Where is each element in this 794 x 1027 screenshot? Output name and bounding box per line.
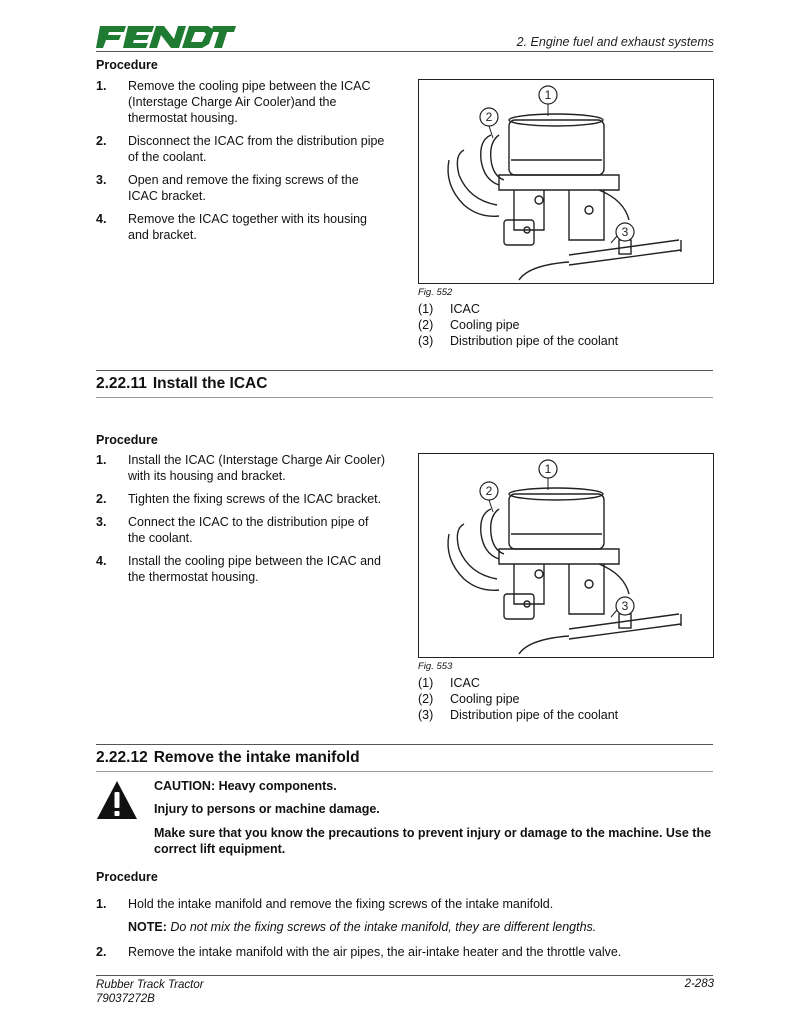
callout-3: 3 xyxy=(621,599,629,613)
callout-2: 2 xyxy=(485,484,493,498)
legend-text: ICAC xyxy=(450,302,480,316)
step-number: 2. xyxy=(96,134,107,148)
footer-title: Rubber Track Tractor xyxy=(96,979,204,991)
step-number: 4. xyxy=(96,554,107,568)
legend-key: (2) xyxy=(418,318,434,332)
step-text: Open and remove the fixing screws of the ICAC bracket. xyxy=(128,173,359,203)
legend-text: Distribution pipe of the coolant xyxy=(450,708,619,722)
figure-553 xyxy=(418,453,714,658)
list-item xyxy=(96,514,386,546)
caution-hazard: Injury to persons or machine damage. xyxy=(154,802,380,816)
legend-key: (2) xyxy=(418,692,434,706)
step-text: Tighten the fixing screws of the ICAC bracket. xyxy=(128,492,382,506)
list-item xyxy=(96,211,386,243)
section-number: 2.22.12 xyxy=(96,749,148,766)
legend-text: Distribution pipe of the coolant xyxy=(450,334,619,348)
note-text: Do not mix the fixing screws of the intake manifold, they are different lengths. xyxy=(170,920,597,934)
step-number: 1. xyxy=(96,897,107,911)
footer-doc-number: 79037272B xyxy=(96,993,155,1005)
remove-icac-steps xyxy=(96,78,386,250)
procedure-heading: Procedure xyxy=(96,58,158,72)
legend-row xyxy=(418,707,618,723)
legend-key: (3) xyxy=(418,334,434,348)
legend-text: Cooling pipe xyxy=(450,692,520,706)
list-item xyxy=(96,172,386,204)
list-item xyxy=(96,491,386,507)
callout-1: 1 xyxy=(544,88,552,102)
section-title-remove-manifold xyxy=(96,749,360,767)
step-number: 2. xyxy=(96,492,107,506)
figure-legend xyxy=(418,301,618,349)
legend-row xyxy=(418,301,618,317)
section-title-install-icac xyxy=(96,375,267,393)
callout-3: 3 xyxy=(621,225,629,239)
legend-key: (1) xyxy=(418,676,434,690)
legend-text: ICAC xyxy=(450,676,480,690)
procedure-heading: Procedure xyxy=(96,870,158,884)
section-rule-bottom xyxy=(96,397,713,398)
step-text: Remove the intake manifold with the air pipes, the air-intake heater and the throttle valve. xyxy=(128,945,622,959)
section-rule xyxy=(96,370,713,371)
step-text: Install the cooling pipe between the ICAC and the thermostat housing. xyxy=(128,554,381,584)
callout-2: 2 xyxy=(485,110,493,124)
warning-triangle-icon xyxy=(96,780,138,820)
step-number: 3. xyxy=(96,173,107,187)
step-number: 1. xyxy=(96,79,107,93)
icac-illustration xyxy=(419,454,713,657)
step-text: Remove the ICAC together with its housing and bracket. xyxy=(128,212,368,242)
section-number: 2.22.11 xyxy=(96,375,147,392)
step-number: 1. xyxy=(96,453,107,467)
caution-instruction: Make sure that you know the precautions to prevent injury or damage to the machine. Use the correct lift equipment. xyxy=(154,826,712,856)
remove-manifold-steps xyxy=(96,896,713,912)
install-icac-steps xyxy=(96,452,386,592)
legend-row xyxy=(418,333,618,349)
legend-key: (1) xyxy=(418,302,434,316)
note-label: NOTE: xyxy=(128,920,167,934)
legend-row xyxy=(418,317,618,333)
figure-552 xyxy=(418,79,714,284)
caution-title: CAUTION: Heavy components. xyxy=(154,779,337,793)
list-item xyxy=(96,452,386,484)
note xyxy=(128,920,596,934)
legend-row xyxy=(418,691,618,707)
step-text: Disconnect the ICAC from the distribution pipe of the coolant. xyxy=(128,134,385,164)
page-number: 2-283 xyxy=(684,978,714,990)
procedure-heading: Procedure xyxy=(96,433,158,447)
figure-caption: Fig. 552 xyxy=(418,287,453,298)
legend-key: (3) xyxy=(418,708,434,722)
chapter-title: 2. Engine fuel and exhaust systems xyxy=(516,35,714,49)
step-number: 2. xyxy=(96,945,107,959)
list-item xyxy=(96,133,386,165)
section-title-text: Install the ICAC xyxy=(152,375,268,392)
legend-row xyxy=(418,675,618,691)
step-text: Remove the cooling pipe between the ICAC (Interstage Charge Air Cooler)and the thermostat housing. xyxy=(128,79,371,125)
footer-left xyxy=(96,978,204,1006)
fendt-logo xyxy=(96,24,236,50)
figure-legend xyxy=(418,675,618,723)
step-text: Install the ICAC (Interstage Charge Air Cooler) with its housing and bracket. xyxy=(128,453,386,483)
icac-illustration xyxy=(419,80,713,283)
list-item xyxy=(96,78,386,126)
step-number: 4. xyxy=(96,212,107,226)
section-title-text: Remove the intake manifold xyxy=(153,749,360,766)
legend-text: Cooling pipe xyxy=(450,318,520,332)
header-rule xyxy=(96,51,713,52)
step-number: 3. xyxy=(96,515,107,529)
remove-manifold-steps-cont xyxy=(96,944,713,960)
callout-1: 1 xyxy=(544,462,552,476)
figure-caption: Fig. 553 xyxy=(418,661,453,672)
list-item xyxy=(96,553,386,585)
step-text: Connect the ICAC to the distribution pipe of the coolant. xyxy=(128,515,369,545)
step-text: Hold the intake manifold and remove the fixing screws of the intake manifold. xyxy=(128,897,554,911)
section-rule xyxy=(96,744,713,745)
list-item xyxy=(96,896,713,912)
footer-rule xyxy=(96,975,713,976)
list-item xyxy=(96,944,713,960)
section-rule-bottom xyxy=(96,771,713,772)
